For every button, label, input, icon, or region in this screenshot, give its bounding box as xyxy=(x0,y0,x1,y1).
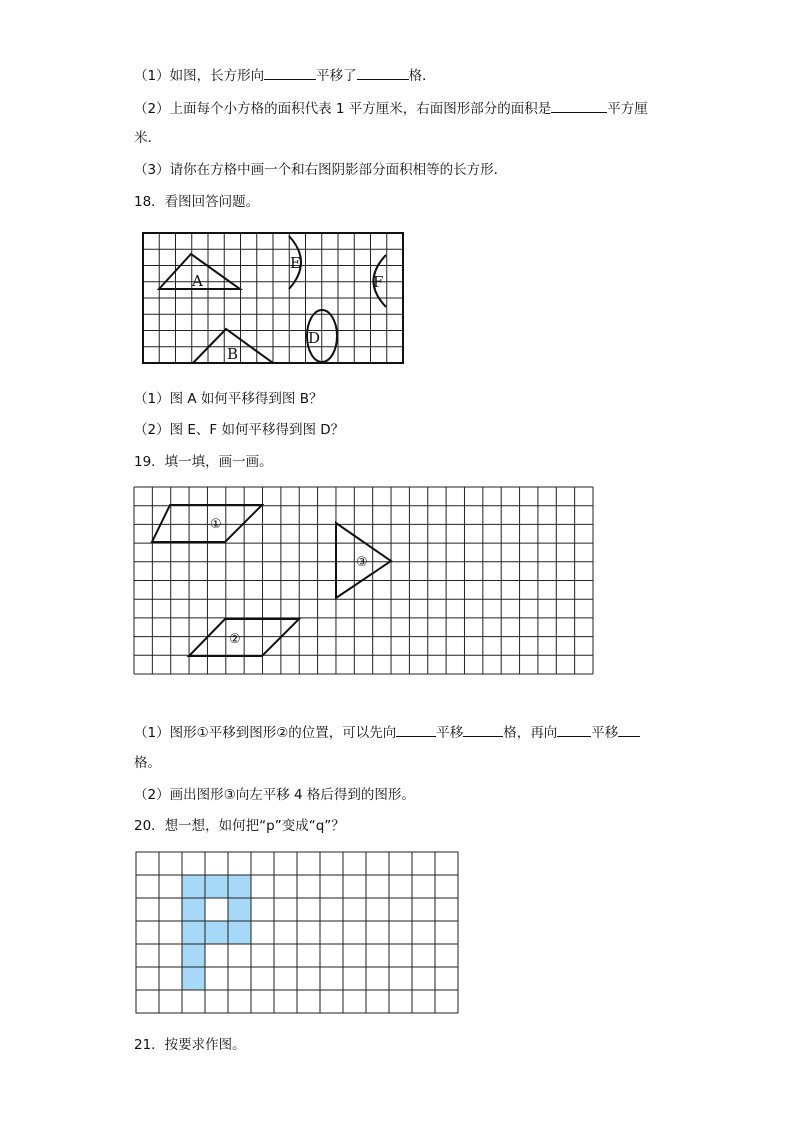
label-a: A xyxy=(192,272,203,290)
answer-blank[interactable] xyxy=(396,723,436,737)
q17-part3: （3）请你在方格中画一个和右图阴影部分面积相等的长方形． xyxy=(134,162,508,178)
answer-blank[interactable] xyxy=(357,66,409,80)
shape-label-3: ③ xyxy=(356,555,368,570)
q18-grid-figure xyxy=(143,233,405,365)
q18-sub2: （2）图 E、F 如何平移得到图 D？ xyxy=(134,422,345,438)
label-d: D xyxy=(308,329,321,347)
shape-label-2: ② xyxy=(229,632,241,647)
grid-lines xyxy=(143,233,403,363)
answer-blank[interactable] xyxy=(557,723,591,737)
label-e: E xyxy=(290,254,301,272)
q19-sub2: （2）画出图形③向左平移 4 格后得到的图形。 xyxy=(134,787,415,803)
answer-blank[interactable] xyxy=(551,99,607,113)
q17-part2-cont: 米． xyxy=(134,130,161,146)
q20-grid-figure xyxy=(136,852,460,1014)
label-b: B xyxy=(227,345,239,363)
q21-title: 21．按要求作图。 xyxy=(134,1037,246,1053)
q18-title: 18．看图回答问题。 xyxy=(134,194,260,210)
answer-blank[interactable] xyxy=(264,66,316,80)
q19-title: 19．填一填，画一画。 xyxy=(134,454,273,470)
q17-part1: （1）如图，长方形向 平移了 格． xyxy=(134,68,436,84)
q18-sub1: （1）图 A 如何平移得到图 B？ xyxy=(134,391,323,407)
q17-part2: （2）上面每个小方格的面积代表 1 平方厘米，右面图形部分的面积是 平方厘 xyxy=(134,101,648,117)
label-f: F xyxy=(373,273,384,291)
q19-grid-figure xyxy=(134,487,594,675)
answer-blank[interactable] xyxy=(618,723,640,737)
q19-sub1-cont: 格。 xyxy=(134,755,161,771)
q20-title: 20．想一想，如何把“p”变成“q”？ xyxy=(134,818,345,834)
letter-p-hole xyxy=(205,898,228,921)
answer-blank[interactable] xyxy=(463,723,503,737)
q19-sub1: （1）图形①平移到图形②的位置，可以先向 平移 格，再向 平移 xyxy=(134,723,640,742)
letter-p-shape xyxy=(182,875,251,990)
shape-label-1: ① xyxy=(210,517,222,532)
